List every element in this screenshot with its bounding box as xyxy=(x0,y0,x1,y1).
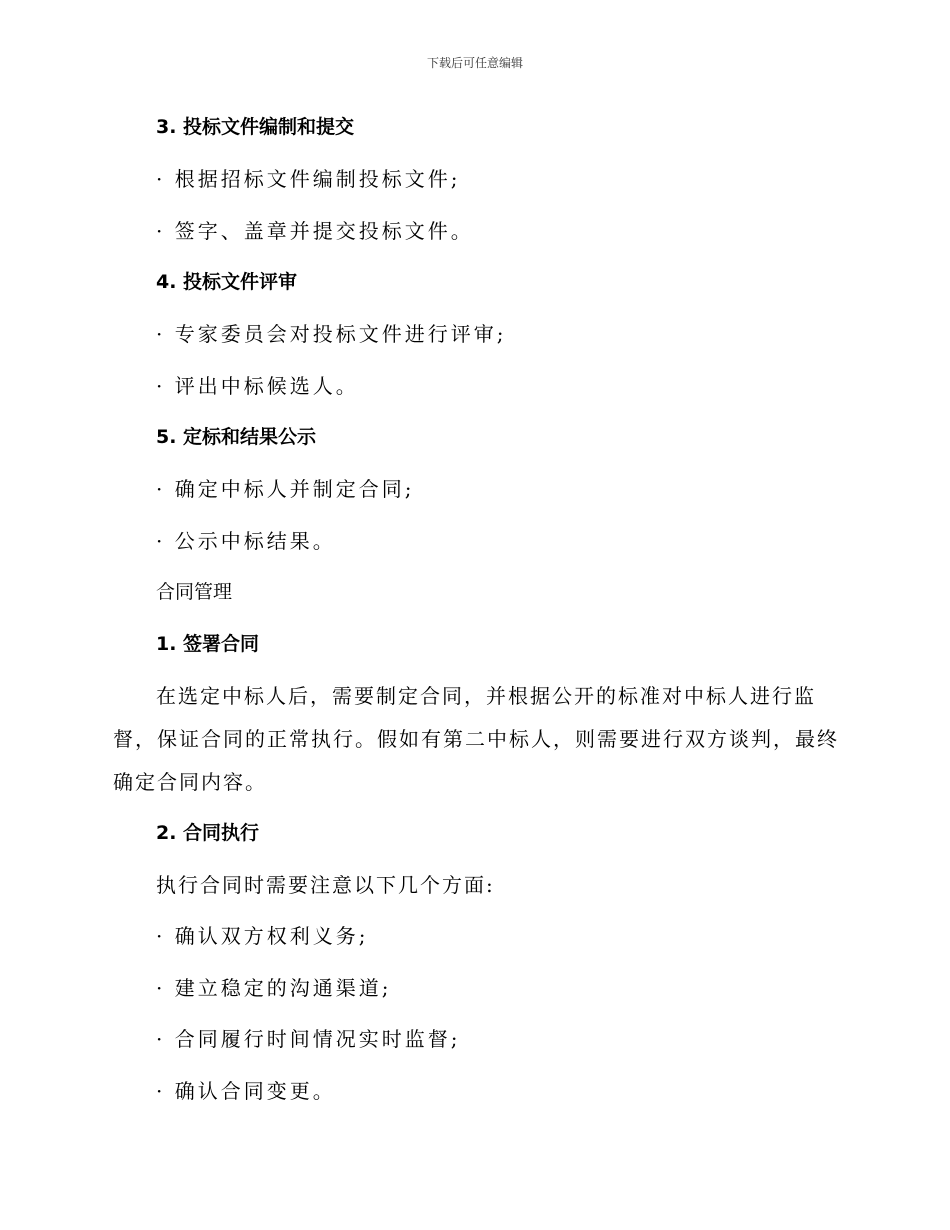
paragraph-line: 确定合同内容。 xyxy=(113,770,267,794)
section-title-contract-management: 合同管理 xyxy=(156,581,233,603)
paragraph-line: 执行合同时需要注意以下几个方面: xyxy=(156,873,495,897)
heading-contract-execution: 2. 合同执行 xyxy=(156,822,260,844)
paragraph-line: 督，保证合同的正常执行。假如有第二中标人，则需要进行双方谈判，最终 xyxy=(113,727,839,751)
bullet-item: · 建立稳定的沟通渠道; xyxy=(156,976,392,1000)
bullet-item: · 合同履行时间情况实时监督; xyxy=(156,1027,461,1051)
bullet-item: · 根据招标文件编制投标文件; xyxy=(156,167,461,191)
heading-award-announcement: 5. 定标和结果公示 xyxy=(156,426,317,448)
bullet-item: · 签字、盖章并提交投标文件。 xyxy=(156,219,474,243)
heading-bid-review: 4. 投标文件评审 xyxy=(156,271,298,293)
bullet-item: · 评出中标候选人。 xyxy=(156,374,359,398)
bullet-item: · 确定中标人并制定合同; xyxy=(156,477,415,501)
bullet-item: · 公示中标结果。 xyxy=(156,529,336,553)
heading-bid-preparation: 3. 投标文件编制和提交 xyxy=(156,116,355,138)
bullet-item: · 专家委员会对投标文件进行评审; xyxy=(156,322,507,346)
bullet-item: · 确认双方权利义务; xyxy=(156,924,369,948)
page-header-note: 下载后可任意编辑 xyxy=(426,56,523,70)
heading-sign-contract: 1. 签署合同 xyxy=(156,633,260,655)
paragraph-line: 在选定中标人后，需要制定合同，并根据公开的标准对中标人进行监 xyxy=(156,684,816,708)
bullet-item: · 确认合同变更。 xyxy=(156,1079,336,1103)
